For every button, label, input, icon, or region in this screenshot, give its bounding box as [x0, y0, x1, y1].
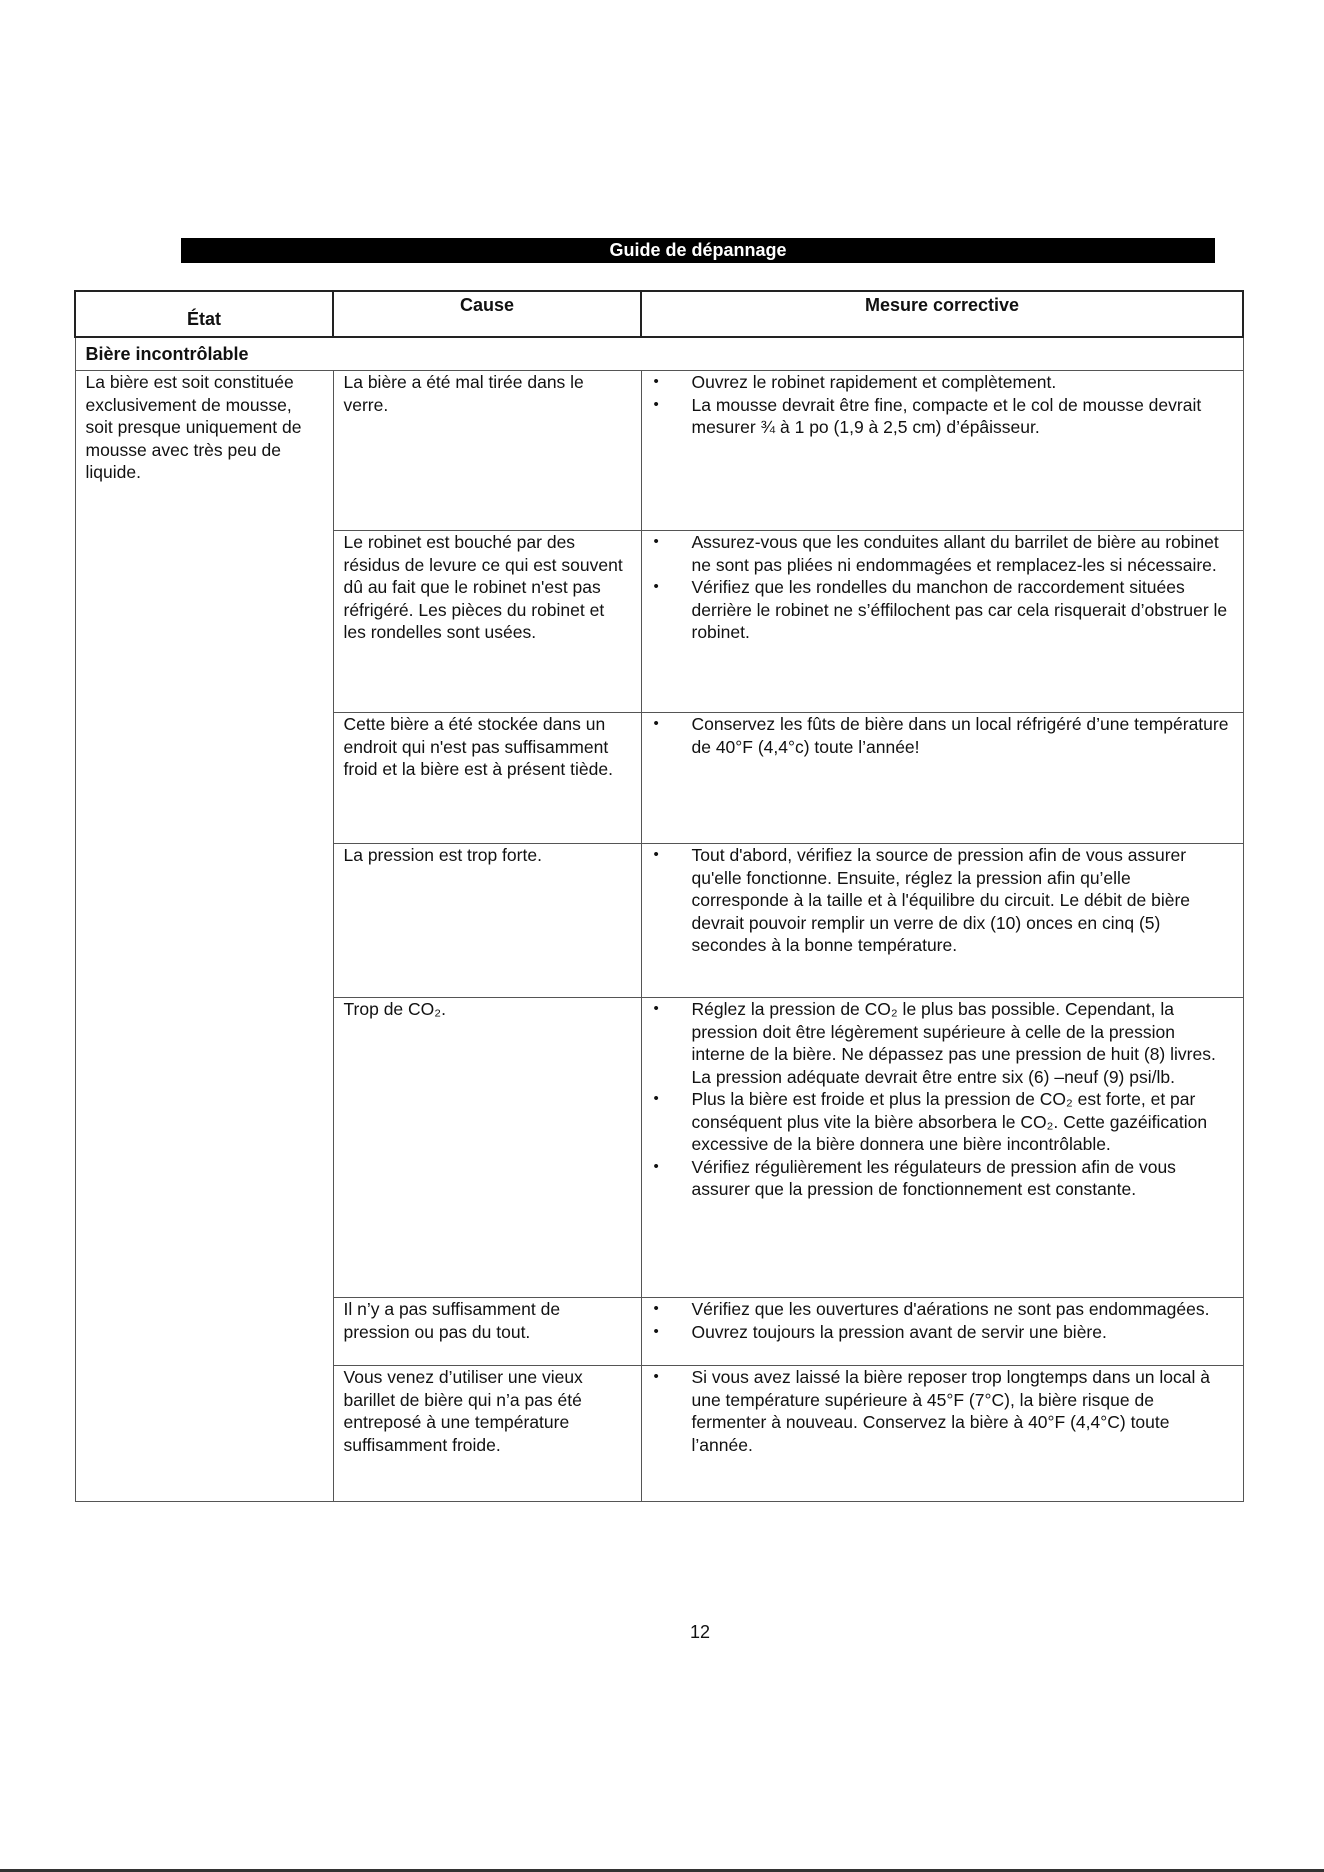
mesure-cell [641, 713, 1243, 844]
section-row [75, 337, 1243, 371]
mesure-list [652, 713, 1233, 758]
table-header-row [75, 291, 1243, 337]
list-item: • Si vous avez laissé la bière reposer trop longtemps dans un local à une température supérieure à 45°F (7°C), la bière risque de fermenter à nouveau. Conservez la bière à 40°F (4,4°C) toute l’année. [692, 1366, 1233, 1456]
mesure-list [652, 1366, 1233, 1456]
list-item: • Vérifiez que les ouvertures d'aérations ne sont pas endommagées. [692, 1298, 1233, 1321]
mesure-list [652, 998, 1233, 1201]
list-item: • Vérifiez régulièrement les régulateurs de pression afin de vous assurer que la pression de fonctionnement est constante. [692, 1156, 1233, 1201]
cause-cell: La bière a été mal tirée dans le verre. [333, 371, 641, 531]
mesure-cell [641, 1366, 1243, 1502]
mesure-cell [641, 531, 1243, 713]
troubleshooting-table [74, 290, 1244, 1502]
list-item: • Ouvrez toujours la pression avant de servir une bière. [692, 1321, 1233, 1344]
header-mesure: Mesure corrective [641, 291, 1243, 337]
cause-cell: Il n’y a pas suffisamment de pression ou pas du tout. [333, 1298, 641, 1366]
cause-cell: Vous venez d’utiliser une vieux barillet de bière qui n’a pas été entreposé à une température suffisamment froide. [333, 1366, 641, 1502]
header-etat: État [75, 291, 333, 337]
list-item: • Assurez-vous que les conduites allant du barrilet de bière au robinet ne sont pas pliées ni endommagées et remplacez-les si nécessaire. [692, 531, 1233, 576]
cause-cell: Trop de CO₂. [333, 998, 641, 1298]
mesure-cell [641, 844, 1243, 998]
section-banner: Guide de dépannage [181, 238, 1215, 263]
list-item: • Ouvrez le robinet rapidement et complètement. [692, 371, 1233, 394]
list-item: • Réglez la pression de CO₂ le plus bas possible. Cependant, la pression doit être légèrement supérieure à celle de la pression interne de la bière. Ne dépassez pas une pression de huit (8) livres. La pression adéquate devrait être entre six (6) –neuf (9) psi/lb. [692, 998, 1233, 1088]
list-item: • Vérifiez que les rondelles du manchon de raccordement situées derrière le robinet ne s’éffilochent pas car cela risquerait d’obstruer le robinet. [692, 576, 1233, 644]
header-cause: Cause [333, 291, 641, 337]
mesure-list [652, 844, 1233, 957]
mesure-cell [641, 1298, 1243, 1366]
cause-cell: Le robinet est bouché par des résidus de levure ce qui est souvent dû au fait que le robinet n'est pas réfrigéré. Les pièces du robinet et les rondelles sont usées. [333, 531, 641, 713]
cause-cell: Cette bière a été stockée dans un endroit qui n'est pas suffisamment froid et la bière est à présent tiède. [333, 713, 641, 844]
mesure-cell [641, 998, 1243, 1298]
table-row [75, 371, 1243, 531]
mesure-list [652, 531, 1233, 644]
mesure-list [652, 1298, 1233, 1343]
list-item: • La mousse devrait être fine, compacte et le col de mousse devrait mesurer ¾ à 1 po (1,9 à 2,5 cm) d’épâisseur. [692, 394, 1233, 439]
page-number: 12 [689, 1622, 711, 1642]
mesure-cell [641, 371, 1243, 531]
mesure-list [652, 371, 1233, 439]
list-item: • Conservez les fûts de bière dans un local réfrigéré d’une température de 40°F (4,4°c) toute l’année! [692, 713, 1233, 758]
list-item: • Plus la bière est froide et plus la pression de CO₂ est forte, et par conséquent plus vite la bière absorbera le CO₂. Cette gazéification excessive de la bière donnera une bière incontrôlable. [692, 1088, 1233, 1156]
section-title: Bière incontrôlable [75, 337, 1243, 371]
etat-cell: La bière est soit constituée exclusivement de mousse, soit presque uniquement de mousse avec très peu de liquide. [75, 371, 333, 1502]
list-item: • Tout d'abord, vérifiez la source de pression afin de vous assurer qu'elle fonctionne. Ensuite, réglez la pression afin qu’elle corresponde à la taille et à l'équilibre du circuit. Le débit de bière devrait pouvoir remplir un verre de dix (10) onces en cinq (5) secondes à la bonne température. [692, 844, 1233, 957]
cause-cell: La pression est trop forte. [333, 844, 641, 998]
